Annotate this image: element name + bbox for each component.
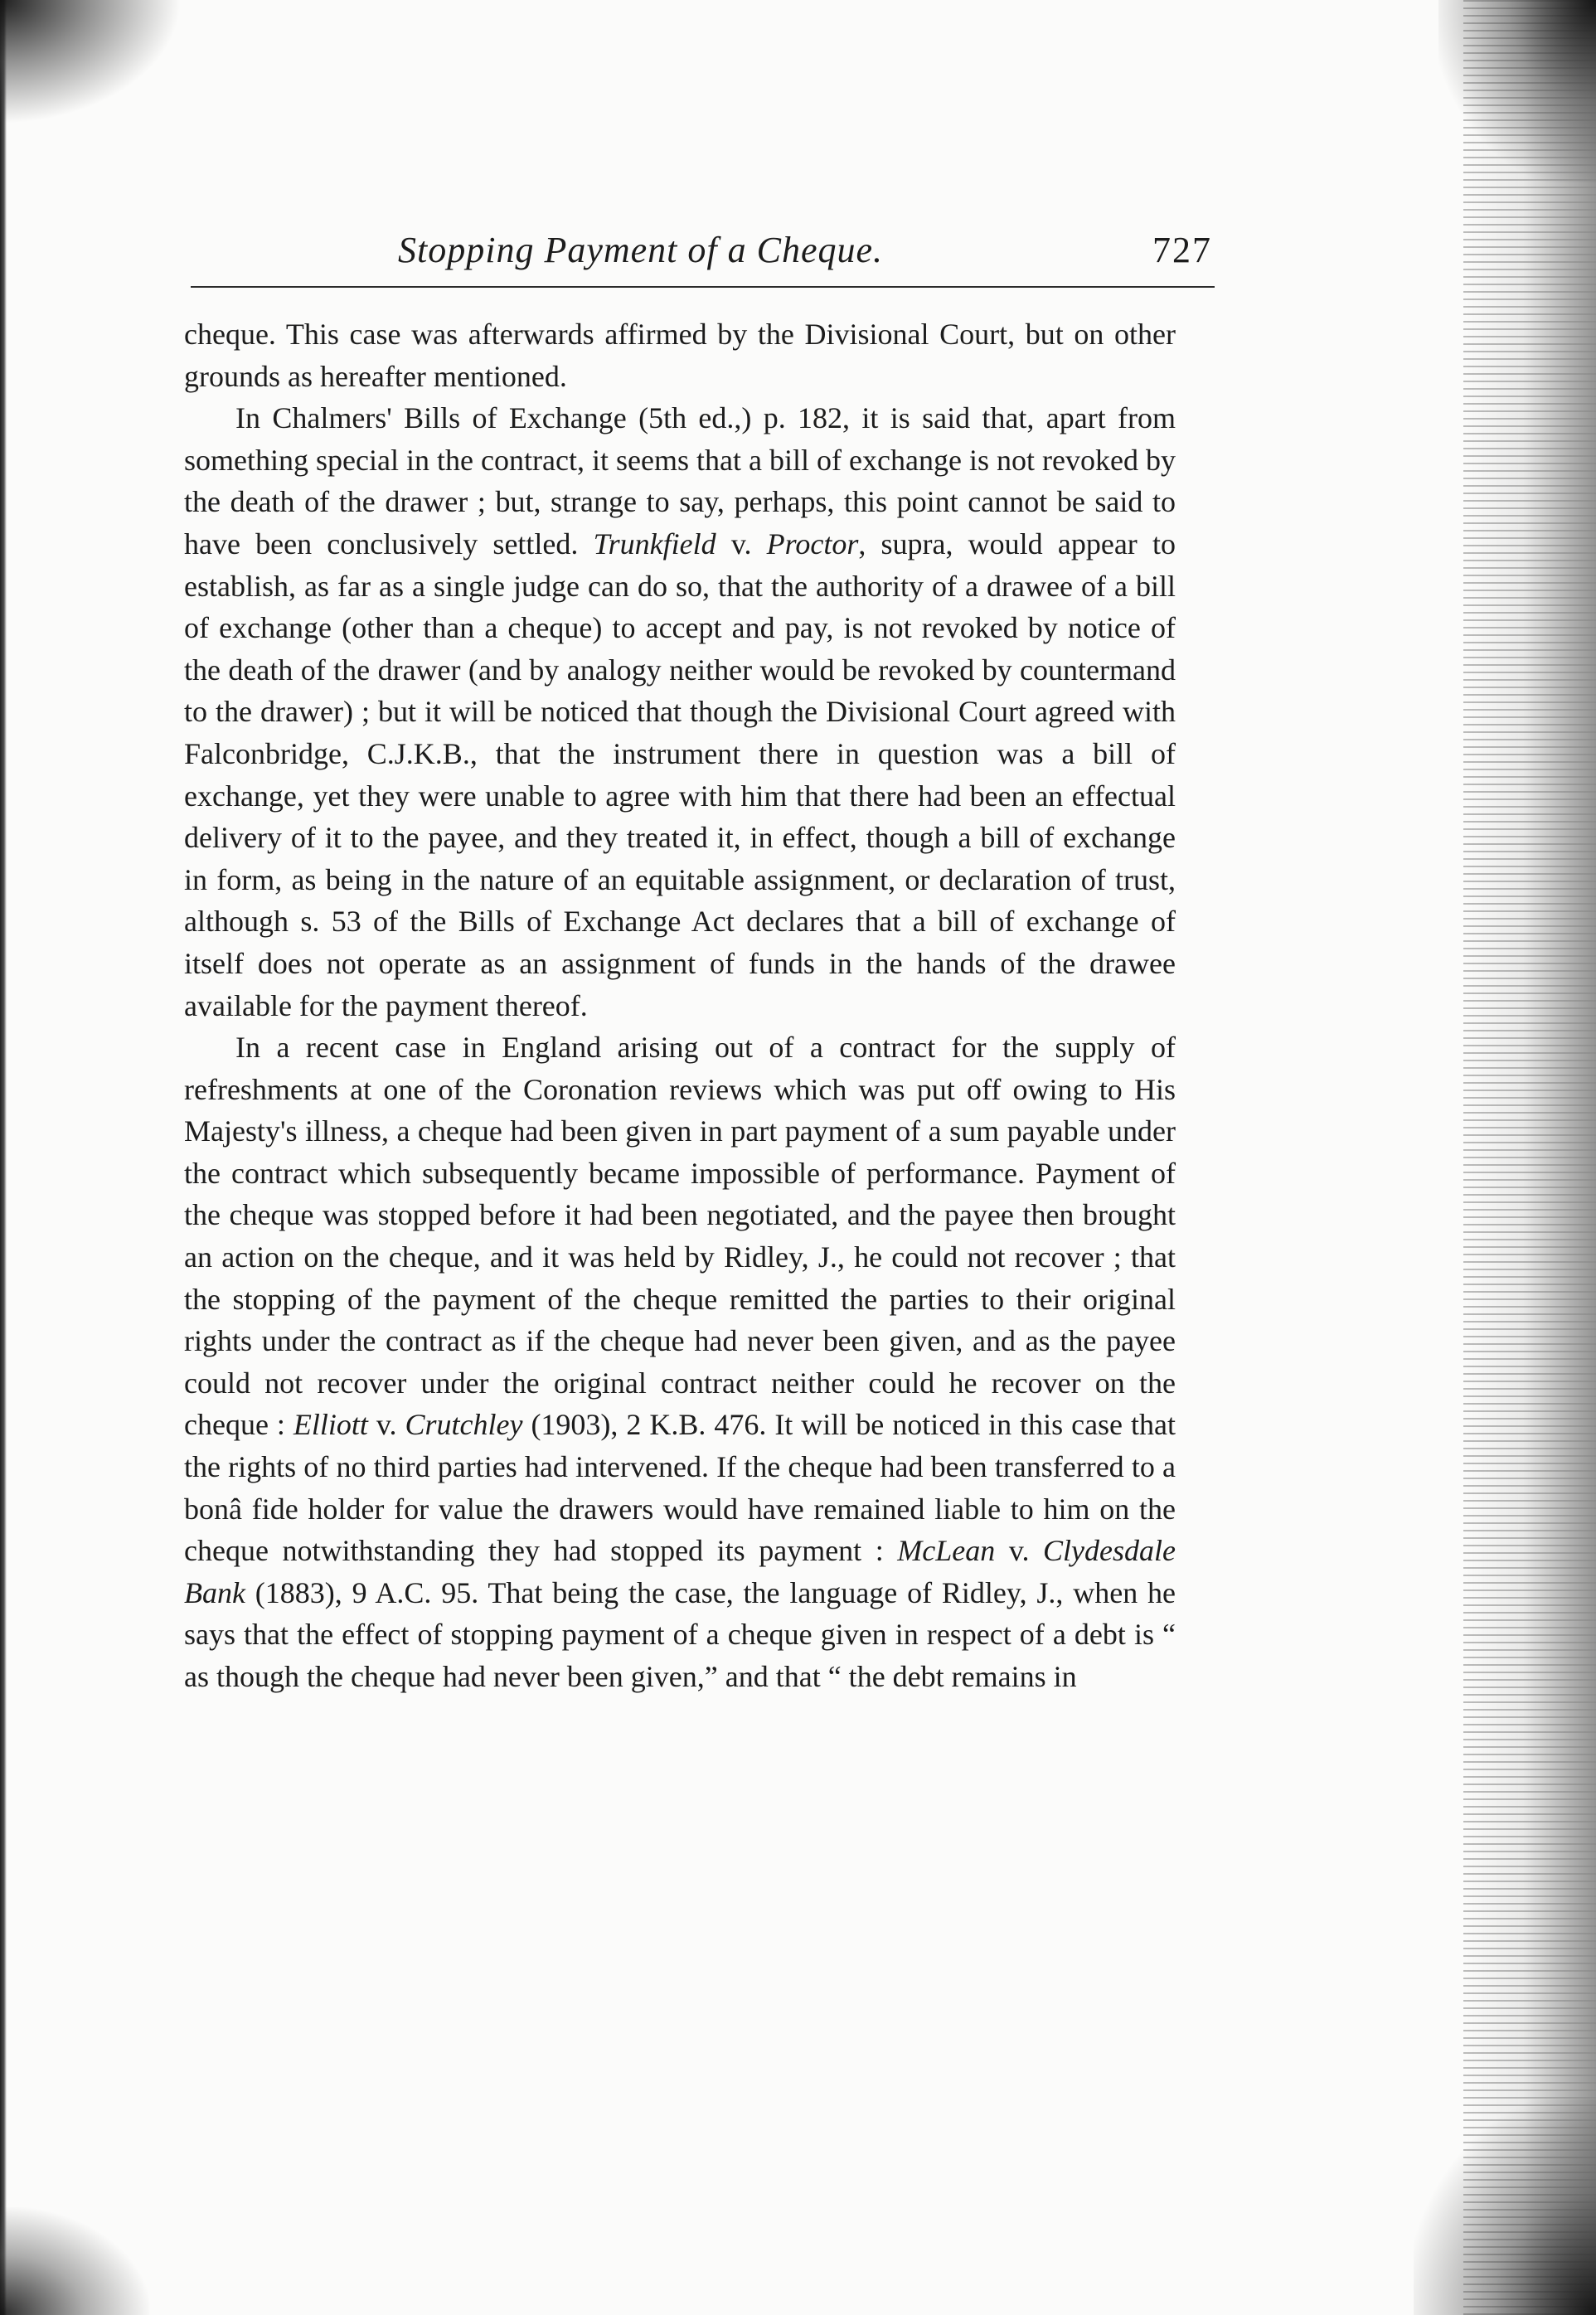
- paragraph-1: [184, 313, 1176, 397]
- scan-edge-left: [0, 0, 7, 2315]
- text-segment: v.: [367, 1408, 405, 1442]
- scan-shadow-top-right: [1438, 0, 1596, 182]
- paragraph-3: [184, 1026, 1176, 1698]
- text-segment: , supra, would appear to establish, as far as a single judge can do so, that the authority of a drawee of a bill of exchange (other than a cheque) to accept and pay, is not revoked by notice of the death of the drawer (and by analogy neither would be revoked by countermand to the drawer) ; but it will be noticed that though the Divisional Court agreed with Falconbridge, C.J.K.B., that the instrument there in question was a bill of exchange, yet they were unable to agree with him that there had been an effectual delivery of it to the payee, and they treated it, in effect, though a bill of exchange in form, as being in the nature of an equitable assignment, or declaration of trust, although s. 53 of the Bills of Exchange Act declares that a bill of exchange of itself does not operate as an assignment of funds in the hands of the drawee available for the payment thereof.: [184, 527, 1176, 1022]
- paragraph-2: [184, 397, 1176, 1026]
- scan-shadow-bottom-left: [0, 2207, 149, 2315]
- text-segment: v.: [716, 527, 767, 561]
- text-segment: In a recent case in England arising out of a contract for the supply of refreshments at one of the Coronation reviews which was put off owing to His Majesty's illness, a cheque had been given in part payment of a sum payable under the contract which subsequently became impossible of performance. Payment of the cheque was stopped before it had been negotiated, and the payee then brought an action on the cheque, and it was held by Ridley, J., he could not recover ; that the stopping of the payment of the cheque remitted the parties to their original rights under the contract as if the cheque had never been given, and as the payee could not recover under the original contract neither could he recover on the cheque :: [184, 1031, 1176, 1442]
- body-text: [184, 313, 1176, 1698]
- case-name: Clydesdale Bank: [184, 1534, 1176, 1609]
- running-title: Stopping Payment of a Cheque.: [398, 230, 884, 270]
- case-name: Crutchley: [405, 1408, 523, 1442]
- scan-shadow-top-left: [0, 0, 182, 124]
- header-rule: [191, 286, 1215, 288]
- text-segment: In Chalmers' Bills of Exchange (5th ed.,) p. 182, it is said that, apart from something special in the contract, it seems that a bill of exchange is not revoked by the death of the drawer ; but, strange to say, perhaps, this point cannot be said to have been conclusively settled.: [184, 401, 1176, 561]
- page-number: 727: [1152, 230, 1212, 270]
- text-segment: (1903), 2 K.B. 476. It will be noticed in this case that the rights of no third parties had intervened. If the cheque had been transferred to a bonâ fide holder for value the drawers would have remained liable to him on the cheque notwithstanding they had stopped its payment :: [184, 1408, 1176, 1568]
- page-header: [184, 217, 1212, 284]
- scan-shadow-bottom-right: [1414, 2099, 1596, 2315]
- case-name: McLean: [897, 1534, 996, 1568]
- text-segment: cheque. This case was afterwards affirmed by the Divisional Court, but on other grounds as hereafter mentioned.: [184, 318, 1176, 393]
- case-name: Trunkfield: [593, 527, 716, 561]
- text-segment: v.: [995, 1534, 1044, 1568]
- case-name: Elliott: [293, 1408, 368, 1442]
- text-segment: (1883), 9 A.C. 95. That being the case, the language of Ridley, J., when he says that the effect of stopping payment of a cheque given in respect of a debt is “ as though the cheque had never been given,” and that “ the debt remains in: [184, 1575, 1176, 1693]
- case-name: Proctor: [766, 527, 859, 561]
- scan-edge-right: [1463, 0, 1596, 2315]
